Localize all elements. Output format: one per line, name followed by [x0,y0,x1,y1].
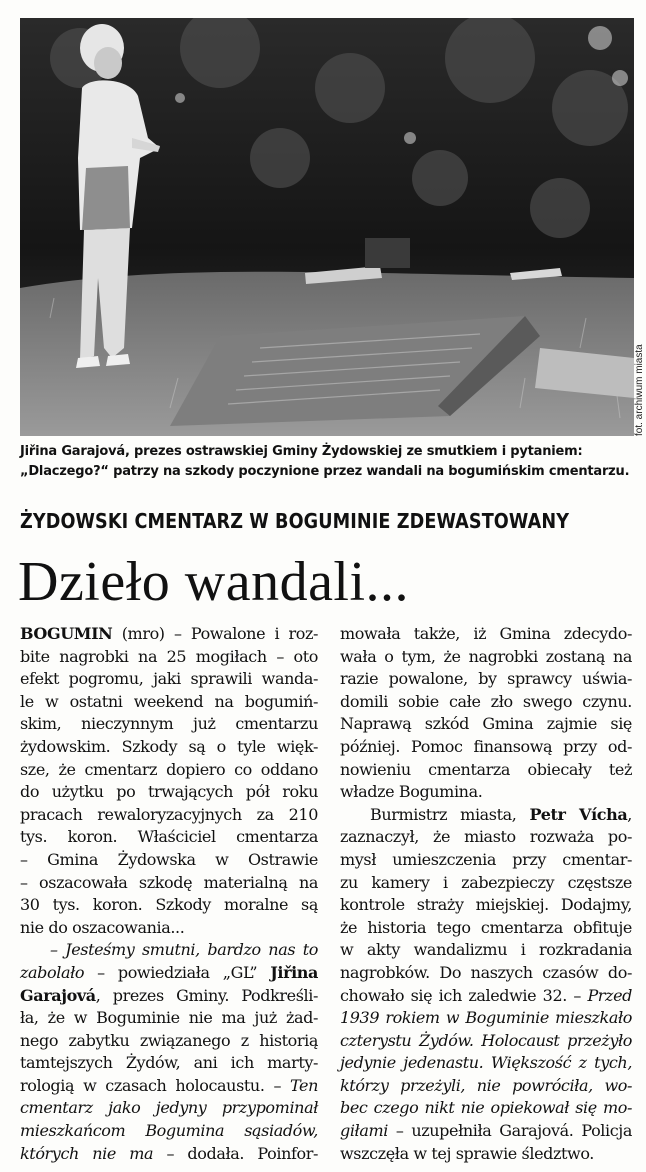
article-line [20,872,318,895]
article-line [20,1030,318,1053]
article-text: , prezes Gminy. Podkreśli- [95,985,318,1005]
article-line [20,759,318,782]
article-line [340,1075,632,1098]
article-line [340,646,632,669]
article-line [340,894,632,917]
article-text: – dodała. Poinfor- [153,1143,318,1163]
article-text: – Gmina Żydowska w Ostrawie [20,849,318,869]
article-line [20,804,318,827]
photo-caption: Jiřina Garajová, prezes ostrawskiej Gminy Żydowskiej ze smutkiem i pytaniem: „Dlaczego?“ patrzy na szkody poczynione przez wandali na bogumińskim cmentarzu. [20,444,630,479]
article-text: giłami [340,1121,388,1141]
article-text: których nie ma [20,1143,154,1163]
article-text: Garajová [20,985,96,1005]
article-line [340,1030,632,1053]
article-text: , [627,804,632,824]
article-line [340,713,632,736]
article-text: Naprawą szkód Gmina zajmie się [340,714,632,734]
article-line [340,1097,632,1120]
article-line [340,962,632,985]
article-text: zabolało [20,962,85,982]
article-line [20,781,318,804]
article-column-2 [340,623,632,1165]
article-text: władze Bogumina. [340,782,483,802]
main-headline: Dzieło wandali... [18,551,410,613]
article-text: – Jesteśmy smutni, bardzo nas to [50,940,318,960]
article-text: Jiřina [270,962,318,982]
article-text: mysł umieszczenia przy cmentar- [340,849,632,869]
article-text: rologią w czasach holocaustu. – [20,1075,290,1095]
article-text: do użytku po trwających pół roku [20,782,318,802]
article-line [20,646,318,669]
article-line [20,849,318,872]
article-line [340,1007,632,1030]
article-line [340,872,632,895]
photo-credit: fot. archiwum miasta [634,344,645,436]
article-text: wszczęła w tej sprawie śledztwo. [340,1143,594,1163]
article-line [20,1120,318,1143]
article-line [20,1097,318,1120]
article-line [20,691,318,714]
article-line [20,668,318,691]
article-text: Przed [587,985,632,1005]
article-line [340,1052,632,1075]
article-text: Petr Vícha [529,804,628,824]
article-text: czterystu Żydów. Holocaust przeżyło [340,1030,632,1050]
article-text: wała o tym, że nagrobki zostaną na [340,646,632,666]
article-line [20,1075,318,1098]
article-text: kontrole straży miejskiej. Dodajmy, [340,895,632,915]
article-text: później. Pomoc finansową przy od- [340,736,632,756]
article-line [340,759,632,782]
article-line [340,691,632,714]
article-text: zu kamery i zabezpieczy częstsze [340,872,632,892]
article-text: którzy przeżyli, nie powróciła, wo- [340,1075,632,1095]
article-line [340,736,632,759]
article-line [20,1143,318,1166]
article-text: (mro) – Powalone i roz- [112,624,318,643]
article-line [340,623,632,646]
article-text: nagrobków. Do naszych czasów do- [340,962,632,982]
article-line [340,826,632,849]
article-text: – uzupełniła Garajová. Policja [387,1121,632,1141]
article-line [20,1007,318,1030]
article-text: Ten [289,1075,318,1095]
article-line [340,804,632,827]
article-line [340,1120,632,1143]
article-text: tys. koron. Właściciel cmentarza [20,827,318,847]
article-line [20,985,318,1008]
article-line [20,894,318,917]
article-text: sze, że cmentarz dopiero co oddano [20,759,318,779]
article-text: cmentarz jako jedyny przypominał [20,1098,318,1118]
article-text: tamtejszych Żydów, ani ich marty- [20,1053,318,1073]
article-line [20,736,318,759]
article-line [340,985,632,1008]
article-text: mowała także, iż Gmina zdecydo- [340,624,632,643]
article-text: zaznaczył, że miasto rozważa po- [340,827,632,847]
article-line [20,917,318,940]
article-line [20,713,318,736]
article-text: bite nagrobki na 25 mogiłach – oto [20,646,318,666]
article-text: bec czego nikt nie opiekował się mo- [340,1098,632,1118]
article-text: żydowskim. Szkody są o tyle więk- [20,736,318,756]
article-text: 1939 rokiem w Boguminie mieszkało [340,1008,632,1028]
article-line [340,917,632,940]
article-line [340,668,632,691]
article-line [20,623,318,646]
article-line [340,781,632,804]
article-text: razie powalone, by sprawcy uświa- [340,669,632,689]
article-text: BOGUMIN [20,624,113,643]
article-text: jedynie jedenastu. Większość z tych, [340,1053,632,1073]
article-text: – powiedziała „GL” [84,962,271,982]
article-text: skim, nieczynnym już cmentarzu [20,714,318,734]
article-text: nie do oszacowania... [20,917,185,937]
article-column-1 [20,623,318,1165]
cemetery-photo [20,18,634,436]
article-text: chowało się ich zaledwie 32. – [340,985,588,1005]
article-text: nego zabytku związanego z historią [20,1030,318,1050]
article-line [340,939,632,962]
article-text: domili sobie całe zło swego czynu. [340,691,632,711]
article-line [20,1052,318,1075]
article-text: 30 tys. koron. Szkody moralne są [20,895,318,915]
article-text: w akty wandalizmu i rozkradania [340,940,632,960]
article-line [340,849,632,872]
article-text: Burmistrz miasta, [370,804,530,824]
article-line [340,1143,632,1166]
article-line [20,826,318,849]
kicker-headline: ŻYDOWSKI CMENTARZ W BOGUMINIE ZDEWASTOWANY [20,509,570,533]
article-text: le w ostatni weekend na bogumiń- [20,691,318,711]
article-line [20,939,318,962]
article-text: nowieniu cmentarza obiecały też [340,759,632,779]
article-text: – oszacowała szkodę materialną na [20,872,318,892]
article-line [20,962,318,985]
article-text: pracach rewaloryzacyjnych za 210 [20,804,318,824]
article-text: ła, że w Boguminie nie ma już żad- [20,1008,318,1028]
article-text: mieszkańcom Bogumina sąsiadów, [20,1121,318,1141]
article-text: efekt pogromu, jaki sprawili wanda- [20,669,318,689]
article-text: że historia tego cmentarza obfituje [340,917,632,937]
